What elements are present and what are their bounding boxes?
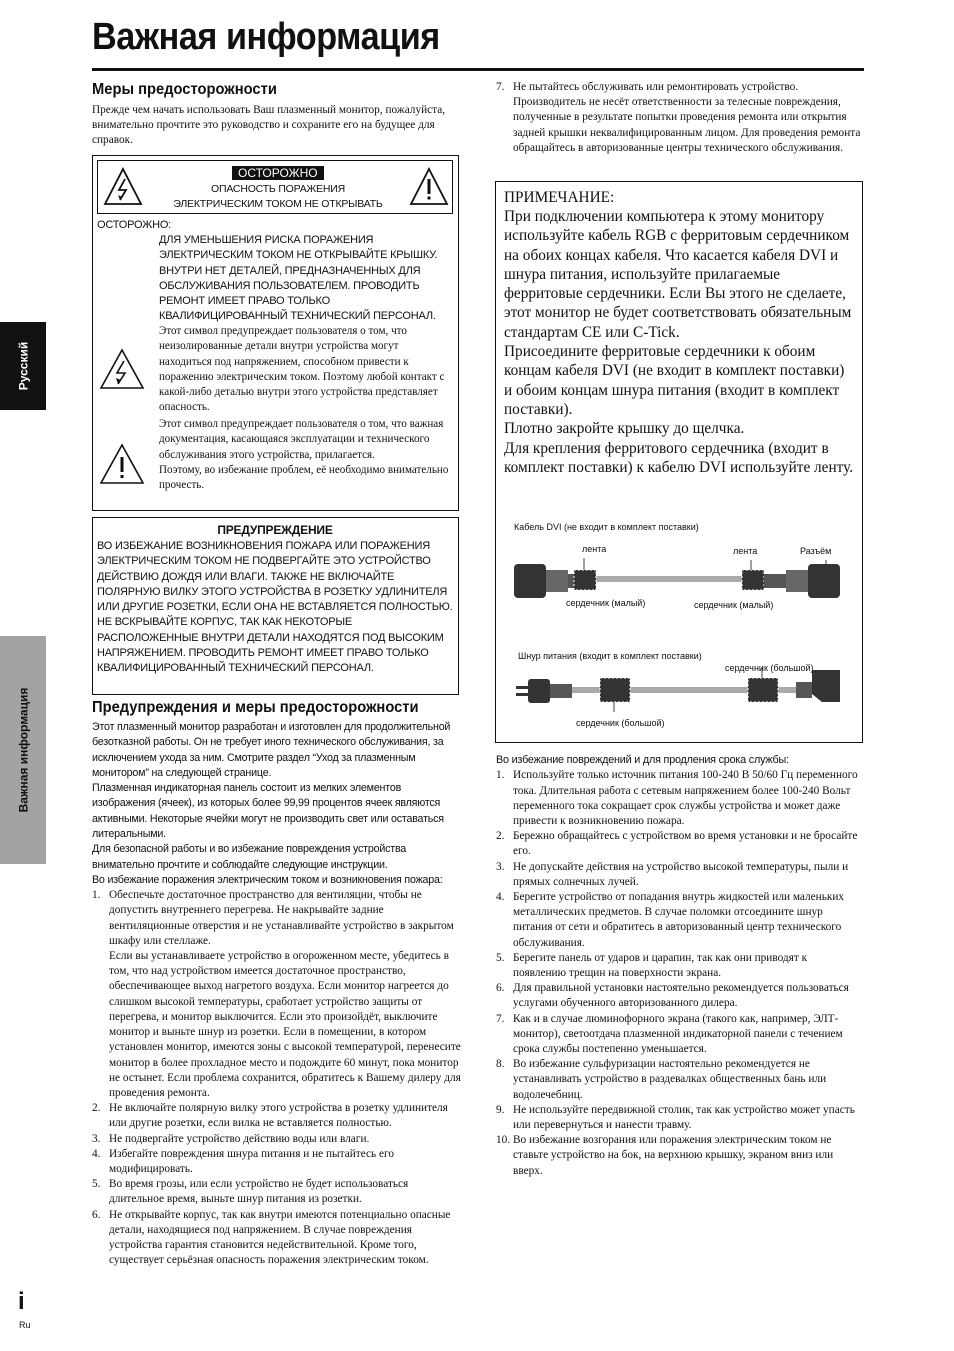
list-item-text: Берегите панель от ударов и царапин, так как они приводят к появлению трещин на поверхности экрана. [513, 951, 808, 979]
tape-label-left: лента [582, 544, 607, 554]
list-item-number: 1. [92, 889, 101, 902]
caution-text: ДЛЯ УМЕНЬШЕНИЯ РИСКА ПОРАЖЕНИЯ ЭЛЕКТРИЧЕСКИМ ТОКОМ НЕ ОТКРЫВАЙТЕ КРЫШКУ. ВНУТРИ НЕТ ДЕТАЛЕЙ, ПРЕДНАЗНАЧЕННЫХ ДЛЯ ОБСЛУЖИВАНИЯ ПОЛЬЗОВАТЕЛЕМ. ПРОВОДИТЬ РЕМОНТ ИМЕЕТ ПРАВО ТОЛЬКО КВАЛИФИЦИРОВАННЫЙ ТЕХНИЧЕСКИЙ ПЕРСОНАЛ. [159, 234, 438, 323]
list-item-text: Не пытайтесь обслуживать или ремонтировать устройство. Производитель не несёт ответственности за телесные повреждения, полученные в результате попытки проведения ремонта или открытия задней крышки неквалифицированным лицом. Для проведения ремонта обращайтесь в авторизованные центры технического обслуживания. [513, 81, 861, 154]
list-item-text: Во избежание возгорания или поражения электрическим током не ставьте устройство на бок, на верхнюю крышку, экраном вниз или вверх. [513, 1134, 834, 1177]
caution-box [92, 155, 459, 511]
list-item-text: Не допускайте действия на устройство высокой температуры, пыли и прямых солнечных лучей. [513, 860, 849, 888]
exclamation-symbol-icon [99, 443, 145, 485]
list-item [496, 981, 862, 1011]
list-item-text: Не подвергайте устройство действию воды или влаги. [109, 1132, 370, 1145]
core-large-label-left: сердечник (большой) [576, 718, 665, 728]
list-item [496, 80, 862, 156]
core-small-label-right: сердечник (малый) [694, 600, 774, 610]
list-item [496, 890, 862, 951]
list-item [496, 1133, 862, 1179]
warning-box [92, 517, 459, 695]
list-item [496, 951, 862, 981]
warning-title: ПРЕДУПРЕЖДЕНИЕ [217, 523, 333, 537]
power-cord-caption: Шнур питания (входит в комплект поставки) [518, 651, 702, 661]
list-item-number: 2. [92, 1102, 101, 1115]
page-number: i [18, 1288, 25, 1315]
list-item [92, 1208, 462, 1269]
warnings-section [92, 699, 462, 1268]
tape-label-right: лента [733, 546, 758, 556]
list-item-text: Как и в случае люминофорного экрана (такого как, например, ЭЛТ-монитор), светоотдача плазменной индикаторной панели с течением срока службы постепенно уменьшается. [513, 1012, 843, 1055]
list-item-text: Не используйте передвижной столик, так как устройство может упасть или перевернуться и нанести травму. [513, 1103, 855, 1131]
dvi-cable-icon [514, 558, 840, 598]
tab-language-label: Русский [16, 341, 30, 391]
list-item-number: 1. [496, 769, 505, 782]
list-item-text: Для правильной установки настоятельно рекомендуется пользоваться услугами обученного авторизованного дилера. [513, 982, 849, 1010]
core-small-label-left: сердечник (малый) [566, 598, 646, 608]
list-item [496, 860, 862, 890]
symbol-exclamation-text: Этот символ предупреждает пользователя о том, что важная документация, касающаяся эксплуатации и технического обслуживания этого устройства, прилагается. Поэтому, во избежание проблем, её необходимо внимательно прочесть. [159, 418, 449, 492]
note-box [495, 181, 863, 743]
caution-badge: ОСТОРОЖНО [232, 166, 324, 180]
precautions-intro: Прежде чем начать использовать Ваш плазменный монитор, пожалуйста, внимательно прочтите это руководство и сохраните его на будущее для справок. [92, 104, 446, 147]
note-heading: ПРИМЕЧАНИЕ: [504, 189, 615, 206]
service-life-list [496, 768, 862, 1178]
list-item [496, 829, 862, 859]
tab-section-label: Важная информация [16, 687, 31, 813]
list-item-text: Во избежание сульфуризации настоятельно рекомендуется не устанавливать устройство в раздевалках общественных бань или водолечебниц. [513, 1058, 827, 1101]
title-rule [92, 68, 864, 71]
list-item-number: 7. [496, 1012, 505, 1025]
power-cord-icon [516, 668, 840, 712]
precautions-section [92, 81, 462, 149]
list-item-text: Обеспечьте достаточное пространство для вентиляции, чтобы не допустить внутреннего перегрева. Не накрывайте задние вентиляционные отверстия и не устанавливайте устройство в закрытом шкафу или стеллаже. Если вы устанавливаете устройство в огороженном месте, убедитесь в том, что над устройством имеется достаточное пространство, обеспечивающее выход нагретого воздуха. Если монитор нагреется до слишком высокой температуры, сработает устройство защиты от перегрева, и монитор выключится. Если это произойдёт, выключите монитор и выньте шнур из розетки. Если в помещении, в котором установлен монитор, имеются зоны с высокой температурой, перенесите монитор в более прохладное место и подождите 60 минут, пока монитор не остынет. Если проблема сохранится, обратитесь к Вашему дилеру для проведения ремонта. [109, 889, 461, 1099]
list-item-text: Используйте только источник питания 100-240 В 50/60 Гц переменного тока. Длительная работа с сетевым напряжением более 100-240 Вольт переменного тока сокращает срок службы устройства и может даже привести к возникновению пожара. [513, 769, 858, 827]
caution-title: ОСТОРОЖНО: [97, 219, 172, 231]
lightning-symbol-icon [99, 348, 145, 390]
warnings-heading: Предупреждения и меры предосторожности [92, 699, 419, 716]
list-item-number: 3. [496, 860, 505, 873]
list-item-text: Во время грозы, или если устройство не будет использоваться длительное время, выньте шнур питания из розетки. [109, 1178, 409, 1206]
list-item-number: 5. [92, 1178, 101, 1191]
symbol-lightning-text: Этот символ предупреждает пользователя о том, что неизолированные детали внутри устройства могут находиться под напряжением, способном привести к поражению электрическим током. Поэтому любой контакт с какой-либо деталью внутри этого устройства представляет опасность. [159, 325, 445, 414]
list-item-number: 7. [496, 81, 505, 93]
list-item [496, 1012, 862, 1058]
list-item [92, 1101, 462, 1131]
list-item [496, 1057, 862, 1103]
list-item-text: Не открывайте корпус, так как внутри имеются потенциально опасные детали, находящиеся под напряжением. В случае повреждения устройства гарантия становится недействительной. Кроме того, существует серьёзная опасность поражения электрическим током. [109, 1208, 451, 1267]
list-item-number: 5. [496, 951, 505, 964]
list-item-number: 6. [496, 982, 505, 995]
list-item [496, 1103, 862, 1133]
language-code: Ru [19, 1320, 31, 1330]
ferrite-core-figure [496, 518, 862, 738]
cable-illustration [496, 518, 862, 738]
service-life-intro: Во избежание повреждений и для продления срока службы: [496, 754, 789, 766]
list-item [92, 1147, 462, 1177]
list-item-number: 3. [92, 1132, 101, 1145]
precautions-heading: Меры предосторожности [92, 81, 277, 98]
list-item [92, 888, 462, 1101]
list-item-number: 8. [496, 1058, 505, 1071]
shock-warning-line-2: ЭЛЕКТРИЧЕСКИМ ТОКОМ НЕ ОТКРЫВАТЬ [173, 198, 383, 210]
service-life-section [496, 753, 862, 1179]
core-large-label-right: сердечник (большой) [725, 663, 814, 673]
connector-label: Разъём [800, 546, 832, 556]
list-item [92, 1177, 462, 1207]
exclamation-warning-icon [409, 167, 449, 207]
list-item [92, 1132, 462, 1147]
shock-warning-line-1: ОПАСНОСТЬ ПОРАЖЕНИЯ [211, 183, 345, 195]
list-item [496, 768, 862, 829]
warnings-list-continued [496, 80, 862, 156]
list-item-number: 4. [92, 1147, 101, 1160]
list-item-number: 6. [92, 1208, 101, 1221]
warnings-item-7 [496, 80, 862, 156]
list-item-text: Бережно обращайтесь с устройством во время установки и не бросайте его. [513, 830, 858, 858]
tab-section [0, 636, 46, 864]
shock-warning-text [148, 182, 408, 212]
lightning-warning-icon [103, 167, 143, 207]
tab-language [0, 322, 46, 410]
list-item-number: 9. [496, 1103, 505, 1116]
warnings-list [92, 888, 462, 1268]
warning-text: ВО ИЗБЕЖАНИЕ ВОЗНИКНОВЕНИЯ ПОЖАРА ИЛИ ПОРАЖЕНИЯ ЭЛЕКТРИЧЕСКИМ ТОКОМ НЕ ПОДВЕРГАЙТЕ ЭТО УСТРОЙСТВО ДЕЙСТВИЮ ДОЖДЯ ИЛИ ВЛАГИ. ТАКЖЕ НЕ ВКЛЮЧАЙТЕ ПОЛЯРНУЮ ВИЛКУ ЭТОГО УСТРОЙСТВА В РОЗЕТКУ УДЛИНИТЕЛЯ ИЛИ ДРУГИЕ РОЗЕТКИ, ЕСЛИ ОНА НЕ ВСТАВЛЯЕТСЯ ПОЛНОСТЬЮ. НЕ ВСКРЫВАЙТЕ КОРПУС, ТАК КАК НЕКОТОРЫЕ РАСПОЛОЖЕННЫЕ ВНУТРИ ДЕТАЛИ НАХОДЯТСЯ ПОД ВЫСОКИМ НАПРЯЖЕНИЕМ. ПРОВОДИТЬ РЕМОНТ ИМЕЕТ ПРАВО ТОЛЬКО КВАЛИФИЦИРОВАННЫЙ ТЕХНИЧЕСКИЙ ПЕРСОНАЛ. [97, 540, 453, 675]
page-title: Важная информация [92, 16, 440, 58]
list-item-text: Избегайте повреждения шнура питания и не пытайтесь его модифицировать. [109, 1147, 395, 1175]
list-item-text: Берегите устройство от попадания внутрь жидкостей или маленьких металлических предметов. В случае поломки отсоедините шнур питания от сети и обратитесь в авторизованный центр технического обслуживания. [513, 890, 845, 949]
note-text: При подключении компьютера к этому монитору используйте кабель RGB с ферритовым сердечником на обоих концах кабеля. Что касается кабеля DVI и шнура питания, используйте прилагаемые ферритовые сердечники. Если Вы этого не сделаете, этот монитор не будет соответствовать обязательным стандартам CE или C-Tick. Присоедините ферритовые сердечники к обоим концам кабеля DVI (не входит в комплект поставки) и обоим концам шнура питания (входит в комплект поставки). Плотно закройте крышку до щелчка. Для крепления ферритового сердечника (входит в комплект поставки) к кабелю DVI используйте ленту. [504, 208, 854, 476]
caution-label-plate [97, 160, 453, 214]
list-item-number: 10. [496, 1134, 511, 1147]
list-item-text: Не включайте полярную вилку этого устройства в розетку удлинителя или другие розетки, если вилка не вставляется полностью. [109, 1102, 448, 1130]
list-item-number: 4. [496, 890, 505, 903]
list-item-number: 2. [496, 830, 505, 843]
warnings-intro: Этот плазменный монитор разработан и изготовлен для продолжительной безотказной работы. Он не требует иного технического обслуживания, за исключением ухода за ним. Смотрите раздел “Уход за плазменным монитором” на следующей странице. Плазменная индикаторная панель состоит из мелких элементов изображения (ячеек), из которых более 99,99 процентов ячеек являются активными. Некоторые ячейки могут не производить свет или оставаться литеральными. Для безопасной работы и во избежание повреждения устройства внимательно прочтите и соблюдайте следующие инструкции. Во избежание поражения электрическим током и возникновения пожара: [92, 721, 451, 886]
dvi-cable-caption: Кабель DVI (не входит в комплект поставки) [514, 522, 699, 532]
